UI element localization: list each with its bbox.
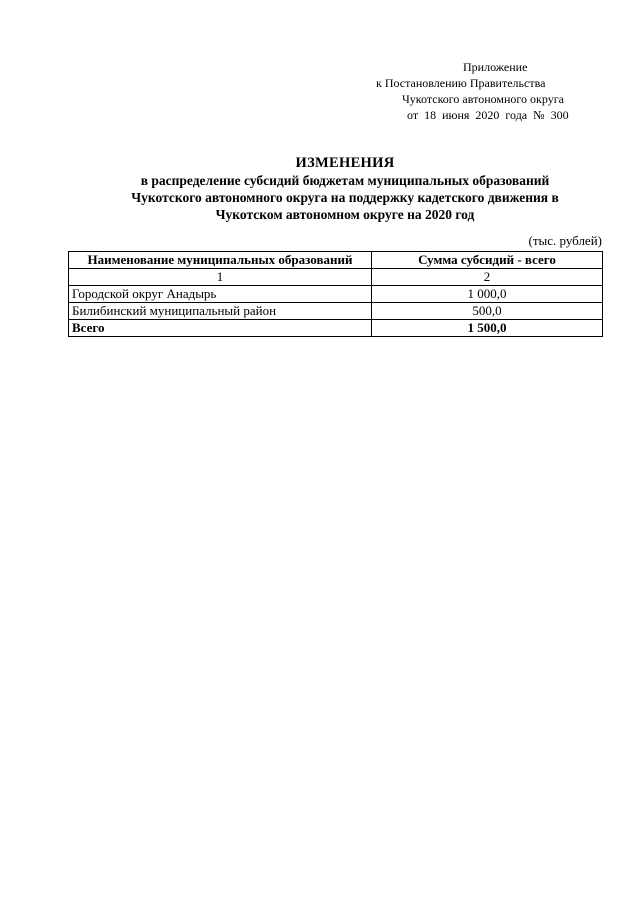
appendix-label: Приложение	[463, 60, 528, 74]
appendix-region: Чукотского автономного округа	[402, 92, 564, 106]
title-line-1: в распределение субсидий бюджетам муниципальных образований	[140, 173, 550, 188]
title-line-3: Чукотском автономном округе на 2020 год	[215, 207, 475, 222]
header-subsidy-amount: Сумма субсидий - всего	[372, 252, 603, 269]
table-row	[69, 286, 603, 303]
document-title	[60, 155, 630, 223]
row-amount: 500,0	[372, 303, 603, 320]
total-label: Всего	[69, 320, 372, 337]
title-line-2: Чукотского автономного округа на поддержку кадетского движения в	[131, 190, 559, 205]
appendix-date-number: от 18 июня 2020 года № 300	[407, 108, 569, 122]
header-municipality: Наименование муниципальных образований	[69, 252, 372, 269]
total-amount: 1 500,0	[372, 320, 603, 337]
row-name: Городской округ Анадырь	[69, 286, 372, 303]
row-amount: 1 000,0	[372, 286, 603, 303]
table-header-row	[69, 252, 603, 269]
subsidy-table	[68, 251, 603, 337]
column-number-row	[69, 269, 603, 286]
column-number-2: 2	[372, 269, 603, 286]
title-heading: ИЗМЕНЕНИЯ	[295, 155, 395, 171]
row-name: Билибинский муниципальный район	[69, 303, 372, 320]
table-row	[69, 303, 603, 320]
appendix-resolution: к Постановлению Правительства	[376, 76, 546, 90]
appendix-block	[360, 59, 620, 123]
units-note: (тыс. рублей)	[528, 233, 602, 248]
total-row	[69, 320, 603, 337]
column-number-1: 1	[69, 269, 372, 286]
